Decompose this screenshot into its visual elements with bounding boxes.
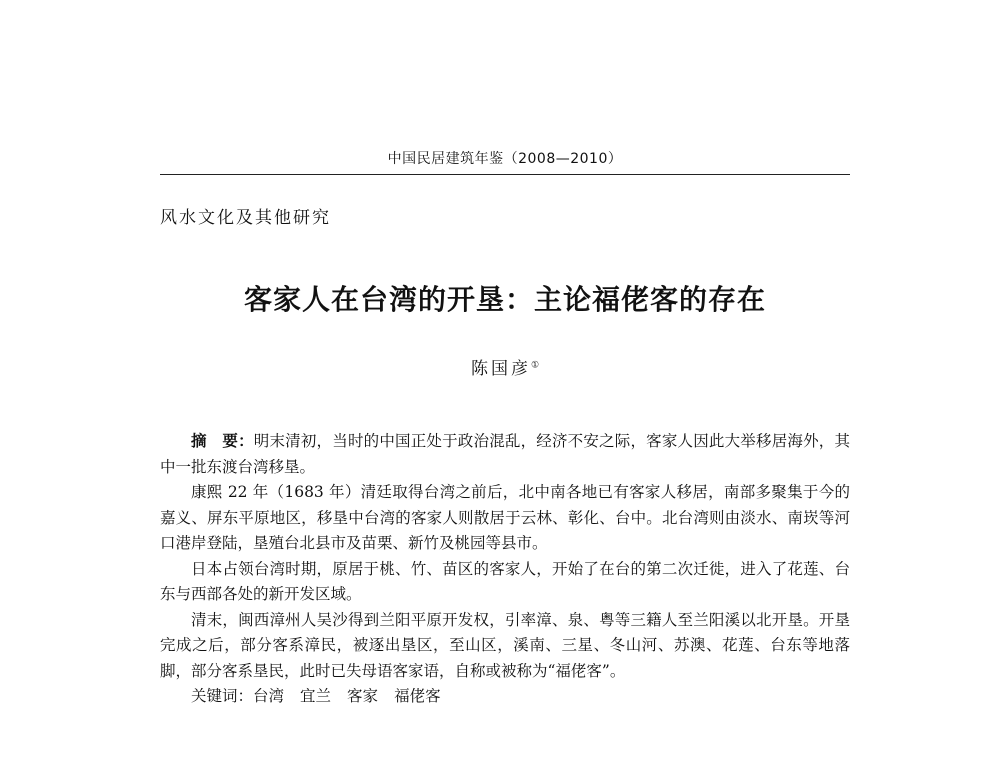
keyword-item: 台湾 [253, 687, 285, 705]
author-name: 陈国彦 [470, 359, 531, 379]
keyword-item: 宜兰 [300, 687, 332, 705]
keyword-item: 福佬客 [394, 687, 441, 705]
keyword-item: 客家 [347, 687, 379, 705]
abstract-paragraph [160, 428, 850, 480]
keywords-line [160, 684, 850, 710]
abstract-label: 摘 要： [191, 431, 254, 450]
running-header-title: 中国民居建筑年鉴（2008—2010） [387, 151, 623, 167]
author-footnote-marker: ① [530, 360, 540, 371]
abstract-paragraph: 日本占领台湾时期，原居于桃、竹、苗区的客家人，开始了在台的第二次迁徙，进入了花莲、台东与西部各处的新开发区域。 [160, 559, 850, 603]
article-title: 客家人在台湾的开垦：主论福佬客的存在 [243, 283, 766, 316]
keywords-label: 关键词： [191, 687, 254, 705]
abstract-paragraph-text: 明末清初，当时的中国正处于政治混乱，经济不安之际，客家人因此大举移居海外，其中一批东渡台湾移垦。 [160, 432, 850, 476]
abstract-paragraph: 清末，闽西漳州人吴沙得到兰阳平原开发权，引率漳、泉、粤等三籍人至兰阳溪以北开垦。开垦完成之后，部分客系漳民，被逐出垦区，至山区，溪南、三星、冬山河、苏澳、花莲、台东等地落脚，部分客系垦民，此时已失母语客家语，自称或被称为“福佬客”。 [160, 610, 850, 680]
running-header [160, 148, 850, 175]
section-label: 风水文化及其他研究 [160, 208, 331, 228]
author-line [160, 354, 850, 379]
abstract-block [160, 428, 850, 710]
abstract-paragraph: 康熙 22 年（1683 年）清廷取得台湾之前后，北中南各地已有客家人移居，南部多聚集于今的嘉义、屏东平原地区，移垦中台湾的客家人则散居于云林、彰化、台中。北台湾则由淡水、南崁等河口港岸登陆，垦殖台北县市及苗栗、新竹及桃园等县市。 [160, 483, 850, 552]
